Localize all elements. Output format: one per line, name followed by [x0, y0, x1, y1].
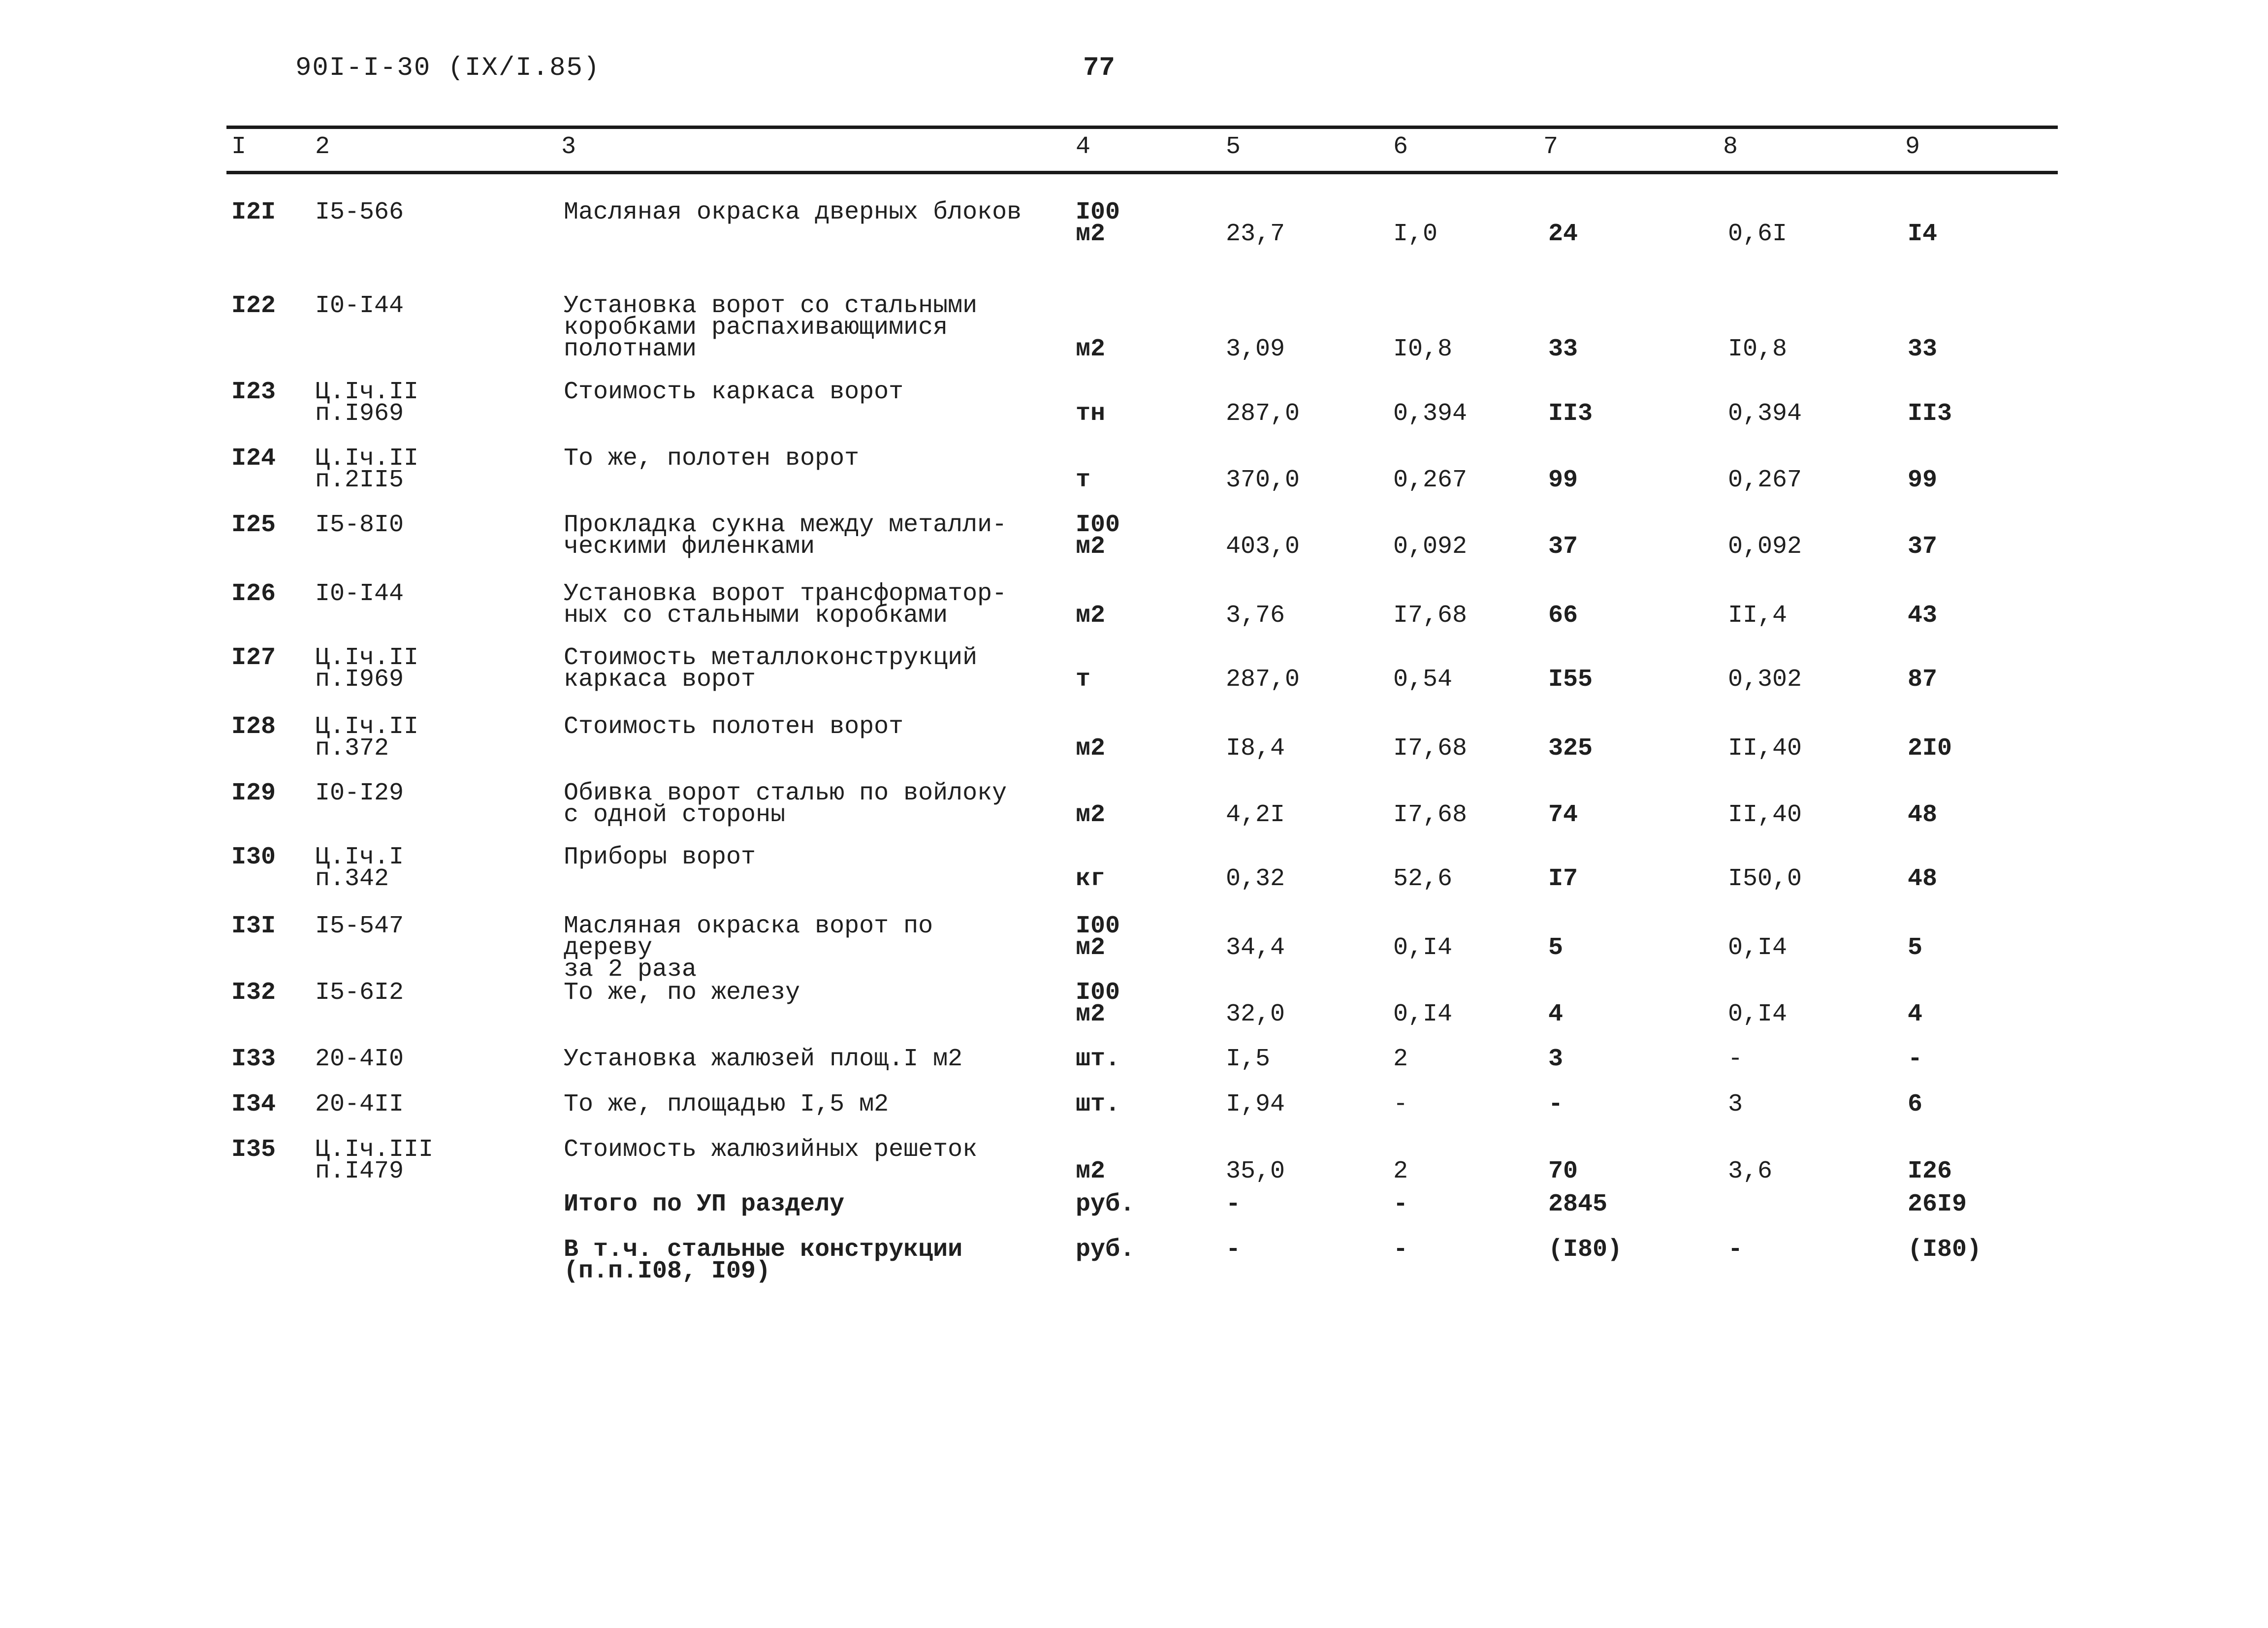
unit-price: 35,0: [1226, 1157, 1285, 1185]
row-number: I24: [231, 445, 276, 473]
total-adjusted: II3: [1908, 400, 1952, 428]
total-cost: -: [1548, 1090, 1564, 1118]
total-cost: 4: [1548, 1000, 1564, 1028]
total-adjusted: 4: [1908, 1000, 1923, 1028]
unit-price: 0,32: [1226, 865, 1285, 893]
quantity: 0,I4: [1393, 1000, 1453, 1028]
norm-code: Ц.Iч.I п.342: [315, 843, 404, 893]
quantity-adjusted: II,4: [1728, 602, 1788, 630]
norm-code: Ц.Iч.II п.372: [315, 713, 419, 763]
total-adjusted: 99: [1908, 466, 1938, 494]
quantity: I7,68: [1393, 734, 1468, 763]
row-number: I32: [231, 979, 276, 1007]
unit-of-measure: I00 м2: [1076, 912, 1120, 962]
total-adjusted: I26: [1908, 1157, 1952, 1185]
unit-of-measure: м2: [1076, 335, 1106, 363]
unit-of-measure: т: [1076, 466, 1091, 494]
unit-of-measure: тн: [1076, 400, 1106, 428]
total-cost: 33: [1548, 335, 1578, 363]
work-description: Масляная окраска дверных блоков: [564, 198, 1022, 226]
total-cost: 74: [1548, 801, 1578, 829]
quantity-adjusted: 0,267: [1728, 466, 1802, 494]
unit-of-measure: т: [1076, 666, 1091, 694]
totals-col7: 2845: [1548, 1190, 1608, 1218]
work-description: То же, по железу: [564, 979, 800, 1007]
work-description: Установка ворот трансформатор- ных со стальными коробками: [564, 580, 1007, 630]
quantity-adjusted: -: [1728, 1045, 1743, 1073]
column-number: 2: [315, 133, 330, 161]
row-number: I29: [231, 779, 276, 807]
norm-code: I0-I44: [315, 292, 404, 320]
quantity: 0,092: [1393, 533, 1468, 561]
total-cost: 24: [1548, 220, 1578, 248]
column-number: I: [231, 133, 247, 161]
total-cost: 70: [1548, 1157, 1578, 1185]
total-adjusted: 48: [1908, 801, 1938, 829]
unit-price: I,94: [1226, 1090, 1285, 1118]
column-number: 7: [1543, 133, 1559, 161]
unit-of-measure: I00 м2: [1076, 511, 1120, 561]
work-description: Стоимость жалюзийных решеток: [564, 1136, 978, 1164]
totals-col6: -: [1393, 1236, 1408, 1264]
norm-code: Ц.Iч.II п.I969: [315, 378, 419, 428]
totals-col7: (I80): [1548, 1236, 1623, 1264]
work-description: Установка жалюзей площ.I м2: [564, 1045, 963, 1073]
row-number: I30: [231, 843, 276, 871]
unit-of-measure: м2: [1076, 1157, 1106, 1185]
quantity-adjusted: I50,0: [1728, 865, 1802, 893]
unit-of-measure: шт.: [1076, 1045, 1120, 1073]
norm-code: Ц.Iч.III п.I479: [315, 1136, 434, 1185]
quantity-adjusted: 0,394: [1728, 400, 1802, 428]
total-cost: 5: [1548, 934, 1564, 962]
column-number: 6: [1393, 133, 1408, 161]
table-header-rule: [226, 171, 2058, 174]
totals-col6: -: [1393, 1190, 1408, 1218]
quantity-adjusted: 0,092: [1728, 533, 1802, 561]
norm-code: I0-I44: [315, 580, 404, 608]
unit-price: I,5: [1226, 1045, 1271, 1073]
unit-price: 34,4: [1226, 934, 1285, 962]
total-adjusted: -: [1908, 1045, 1923, 1073]
unit-price: 3,09: [1226, 335, 1285, 363]
unit-price: I8,4: [1226, 734, 1285, 763]
totals-label: В т.ч. стальные конструкции (п.п.I08, I09): [564, 1236, 963, 1285]
total-cost: 66: [1548, 602, 1578, 630]
row-number: I25: [231, 511, 276, 539]
document-code: 90I-I-30 (IX/I.85): [295, 53, 601, 83]
total-adjusted: 6: [1908, 1090, 1923, 1118]
quantity: I0,8: [1393, 335, 1453, 363]
unit-of-measure: м2: [1076, 801, 1106, 829]
totals-unit: руб.: [1076, 1236, 1135, 1264]
work-description: Стоимость полотен ворот: [564, 713, 904, 741]
work-description: То же, полотен ворот: [564, 445, 860, 473]
totals-unit: руб.: [1076, 1190, 1135, 1218]
work-description: Установка ворот со стальными коробками распахивающимися полотнами: [564, 292, 978, 363]
row-number: I26: [231, 580, 276, 608]
row-number: I2I: [231, 198, 276, 226]
quantity: 0,54: [1393, 666, 1453, 694]
unit-price: 3,76: [1226, 602, 1285, 630]
total-cost: 325: [1548, 734, 1593, 763]
work-description: То же, площадью I,5 м2: [564, 1090, 889, 1118]
norm-code: 20-4II: [315, 1090, 404, 1118]
row-number: I23: [231, 378, 276, 406]
quantity: 0,394: [1393, 400, 1468, 428]
unit-of-measure: I00 м2: [1076, 198, 1120, 248]
quantity: I,0: [1393, 220, 1438, 248]
quantity-adjusted: 0,6I: [1728, 220, 1788, 248]
quantity-adjusted: II,40: [1728, 734, 1802, 763]
row-number: I28: [231, 713, 276, 741]
work-description: Приборы ворот: [564, 843, 756, 871]
totals-col8: -: [1728, 1236, 1743, 1264]
unit-price: 370,0: [1226, 466, 1300, 494]
unit-of-measure: м2: [1076, 734, 1106, 763]
total-adjusted: 48: [1908, 865, 1938, 893]
row-number: I34: [231, 1090, 276, 1118]
totals-col5: -: [1226, 1190, 1241, 1218]
total-cost: I55: [1548, 666, 1593, 694]
totals-label: Итого по УП разделу: [564, 1190, 845, 1218]
unit-of-measure: I00 м2: [1076, 979, 1120, 1028]
quantity: 2: [1393, 1157, 1408, 1185]
work-description: Стоимость металлоконструкций каркаса ворот: [564, 644, 978, 694]
total-adjusted: 43: [1908, 602, 1938, 630]
table-top-rule: [226, 126, 2058, 129]
work-description: Прокладка сукна между металли- ческими филенками: [564, 511, 1007, 561]
quantity: 52,6: [1393, 865, 1453, 893]
quantity-adjusted: 3,6: [1728, 1157, 1773, 1185]
column-number: 8: [1723, 133, 1738, 161]
totals-col5: -: [1226, 1236, 1241, 1264]
quantity: I7,68: [1393, 801, 1468, 829]
row-number: I33: [231, 1045, 276, 1073]
total-adjusted: 5: [1908, 934, 1923, 962]
quantity: I7,68: [1393, 602, 1468, 630]
unit-price: 23,7: [1226, 220, 1285, 248]
column-number: 3: [561, 133, 576, 161]
norm-code: I5-566: [315, 198, 404, 226]
column-number: 4: [1076, 133, 1091, 161]
total-cost: 3: [1548, 1045, 1564, 1073]
quantity: 0,267: [1393, 466, 1468, 494]
total-cost: 37: [1548, 533, 1578, 561]
norm-code: I0-I29: [315, 779, 404, 807]
quantity-adjusted: 0,I4: [1728, 1000, 1788, 1028]
totals-col9: 26I9: [1908, 1190, 1967, 1218]
row-number: I27: [231, 644, 276, 672]
norm-code: I5-6I2: [315, 979, 404, 1007]
norm-code: 20-4I0: [315, 1045, 404, 1073]
quantity: -: [1393, 1090, 1408, 1118]
column-number: 5: [1226, 133, 1241, 161]
total-cost: II3: [1548, 400, 1593, 428]
unit-price: 287,0: [1226, 666, 1300, 694]
work-description: Масляная окраска ворот по дереву за 2 раза: [564, 912, 933, 984]
total-cost: 99: [1548, 466, 1578, 494]
norm-code: Ц.Iч.II п.2II5: [315, 445, 419, 494]
norm-code: I5-8I0: [315, 511, 404, 539]
page-number: 77: [1083, 53, 1115, 83]
quantity-adjusted: 3: [1728, 1090, 1743, 1118]
quantity: 2: [1393, 1045, 1408, 1073]
total-adjusted: 33: [1908, 335, 1938, 363]
quantity-adjusted: 0,302: [1728, 666, 1802, 694]
quantity-adjusted: II,40: [1728, 801, 1802, 829]
total-adjusted: 87: [1908, 666, 1938, 694]
unit-of-measure: м2: [1076, 602, 1106, 630]
work-description: Стоимость каркаса ворот: [564, 378, 904, 406]
quantity-adjusted: 0,I4: [1728, 934, 1788, 962]
quantity: 0,I4: [1393, 934, 1453, 962]
total-adjusted: 2I0: [1908, 734, 1952, 763]
work-description: Обивка ворот сталью по войлоку с одной стороны: [564, 779, 1007, 829]
unit-price: 32,0: [1226, 1000, 1285, 1028]
totals-col9: (I80): [1908, 1236, 1982, 1264]
total-adjusted: 37: [1908, 533, 1938, 561]
unit-price: 4,2I: [1226, 801, 1285, 829]
norm-code: I5-547: [315, 912, 404, 940]
total-adjusted: I4: [1908, 220, 1938, 248]
row-number: I3I: [231, 912, 276, 940]
row-number: I22: [231, 292, 276, 320]
total-cost: I7: [1548, 865, 1578, 893]
unit-price: 403,0: [1226, 533, 1300, 561]
unit-of-measure: шт.: [1076, 1090, 1120, 1118]
column-number: 9: [1905, 133, 1920, 161]
quantity-adjusted: I0,8: [1728, 335, 1788, 363]
row-number: I35: [231, 1136, 276, 1164]
unit-of-measure: кг: [1076, 865, 1106, 893]
unit-price: 287,0: [1226, 400, 1300, 428]
norm-code: Ц.Iч.II п.I969: [315, 644, 419, 694]
